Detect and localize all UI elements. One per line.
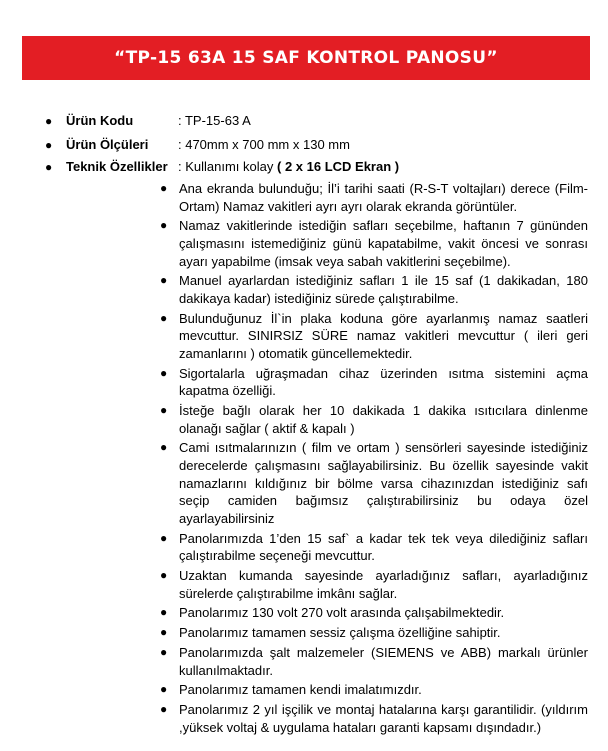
document-title: “TP-15 63A 15 SAF KONTROL PANOSU” (114, 48, 498, 68)
bullet-icon: ● (160, 605, 168, 620)
bullet-icon: ● (160, 273, 168, 288)
feature-item: ● Sigortalarla uğraşmadan cihaz üzerinden ısıtma sistemini açma kapatma özelliği. (160, 365, 588, 399)
bullet-icon: ● (160, 365, 168, 380)
feature-item: ● Ana ekranda bulunduğu; İl’i tarihi saati (R-S-T voltajları) derece (Film- Ortam) Namaz vakitleri ayrı ayrı olarak ekranda görüntüler. (160, 181, 588, 214)
feature-item: ● Bulunduğunuz İl`in plaka koduna göre ayarlanmış namaz saatleri mevcuttur. SINIRSIZ SÜRE namaz vakitleri mevcuttur ( ileri geri zamanlarını ) otomatik güncellemektedir. (160, 310, 588, 361)
bullet-icon: ● (160, 702, 168, 717)
spec-row-technical (45, 158, 399, 176)
bullet-icon: ● (160, 682, 168, 697)
bullet-icon: ● (160, 440, 168, 455)
spec-label: Ürün Ölçüleri (66, 137, 149, 152)
spec-label: Teknik Özellikler (66, 159, 168, 174)
feature-item: ● İsteğe bağlı olarak her 10 dakikada 1 dakika ısıtıcılara dinlenme olanağı sağlar ( aktif & kapalı ) (160, 403, 588, 436)
title-banner (22, 36, 590, 80)
feature-item: ● Panolarımız 130 volt 270 volt arasında çalışabilmektedir. (160, 605, 505, 621)
bullet-icon: ● (160, 530, 168, 545)
spec-value: : 470mm x 700 mm x 130 mm (178, 137, 350, 152)
bullet-icon: ● (45, 160, 53, 174)
bullet-icon: ● (160, 567, 168, 582)
feature-item: ● Namaz vakitlerinde istediğin safları seçebilme, haftanın 7 gününden çalışmasını istemediğiniz günü kapatabilme, vakit öncesi ve sonrası ayarı yapabilme (imsak veya sabah vakitlerini seçebilme). (160, 218, 588, 269)
bullet-icon: ● (160, 625, 168, 640)
spec-row-product-code (45, 112, 251, 130)
feature-item: ● Panolarımızda şalt malzemeler (SIEMENS ve ABB) markalı ürünler kullanılmaktadır. (160, 644, 588, 678)
bullet-icon: ● (45, 114, 53, 128)
bullet-icon: ● (45, 138, 53, 152)
feature-item: ● Panolarımız 2 yıl işçilik ve montaj hatalarına karşı garantilidir. (yıldırım ,yüksek voltaj & uygulama hataları garanti kapsamı dışındadır.) (160, 702, 588, 735)
spec-label: Ürün Kodu (66, 113, 134, 128)
feature-item: ● Cami ısıtmalarınızın ( film ve ortam ) sensörleri sayesinde istediğiniz derecelerde çalışmasını sağlayabilirsiniz. Bu özellik sayesinde vakit namazlarını kıldığınız bir bölme varsa cihazınızdan istediğiniz safı seçip camiden bağımsız çalıştırabilirsiniz bu odaya özel ayarlayabilirsiniz (160, 440, 588, 526)
feature-list (160, 180, 588, 738)
spec-row-dimensions (45, 136, 350, 154)
feature-item: ● Panolarımız tamamen sessiz çalışma özelliğine sahiptir. (160, 625, 501, 641)
bullet-icon: ● (160, 644, 168, 659)
bullet-icon: ● (160, 181, 168, 195)
spec-value: : TP-15-63 A (178, 113, 251, 128)
feature-item: ● Panolarımızda 1’den 15 saf` a kadar tek tek veya dilediğiniz safları çalıştırabilme seçeneği mevcuttur. (160, 530, 588, 564)
bullet-icon: ● (160, 310, 168, 325)
bullet-icon: ● (160, 218, 168, 233)
bullet-icon: ● (160, 403, 168, 418)
feature-item: ● Panolarımız tamamen kendi imalatımızdır. (160, 682, 422, 698)
spec-value: : Kullanımı kolay ( 2 x 16 LCD Ekran ) (178, 159, 400, 174)
feature-item: ● Uzaktan kumanda sayesinde ayarladığınız safları, ayarladığınız sürelerde çalıştırabilme imkânı sağlar. (160, 567, 588, 601)
feature-item: ● Manuel ayarlardan istediğiniz safları 1 ile 15 saf (1 dakikadan, 180 dakikaya kadar) istediğiniz sürede çalıştırabilme. (160, 273, 588, 306)
